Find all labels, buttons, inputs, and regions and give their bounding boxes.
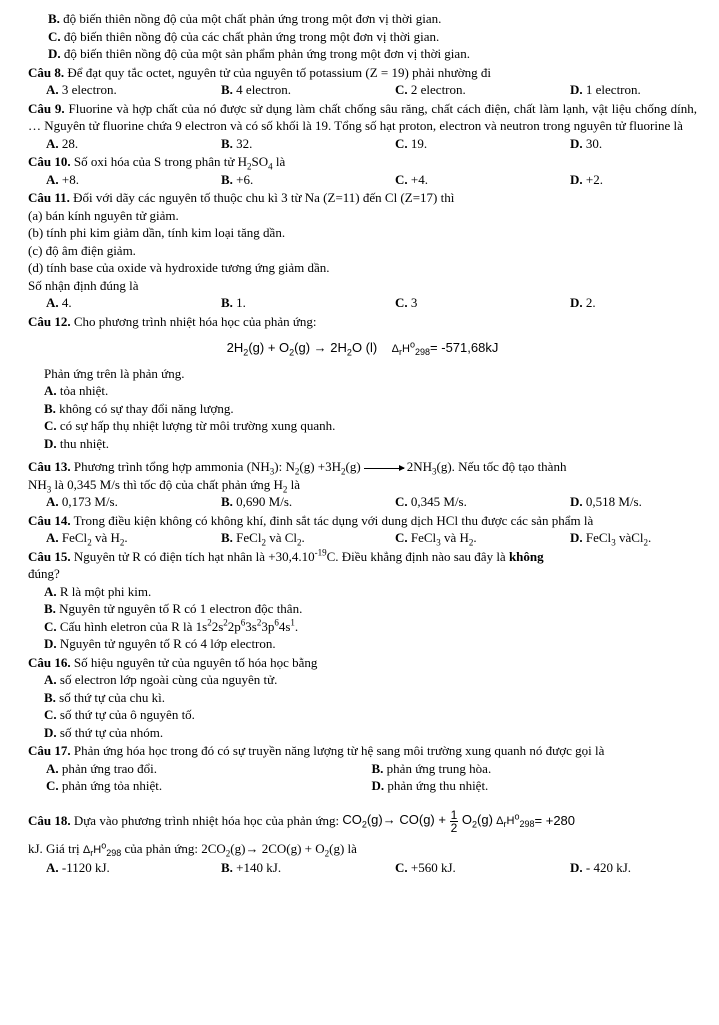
delta-h-symbol: $\Delta_rH^o_{298}$ [391,339,431,358]
question-12-option-c: C. có sự hấp thụ nhiệt lượng từ môi trường xung quanh. [44,418,336,433]
question-18-options: A. -1120 kJ. B. +140 kJ. C. +560 kJ. D. - 420 kJ. [46,860,632,875]
question-14: Câu 14. Trong điều kiện không có không khí, đinh sắt tác dụng với dung dịch HCl thu được các sản phẩm là [28,512,594,528]
question-15-option-c: C. Cấu hình eletron của R là $1s^22s^22p^63s^23p^64s^1$. [44,617,299,634]
question-16-option-c: C. số thứ tự của ô nguyên tố. [44,707,195,722]
delta-h-symbol: $\Delta_rH^o_{298}$ [82,839,122,858]
question-12-option-a: A. tỏa nhiệt. [44,383,109,398]
question-10: Câu 10. Số oxi hóa của S trong phân tử $H_2SO_4$ là [28,154,286,172]
question-12-stem2: Phản ứng trên là phản ứng. [44,365,185,381]
question-13-line2: $NH_3$ là 0,345 M/s thì tốc độ của chất phản ứng $H_2$ là [28,476,301,495]
question-12: Câu 12. Cho phương trình nhiệt hóa học của phản ứng: [28,313,317,329]
question-15-tail: đúng? [28,566,60,581]
question-13-options: A. 0,173 M/s. B. 0,690 M/s. C. 0,345 M/s. D. 0,518 M/s. [46,494,642,509]
question-18: Câu 18. Dựa vào phương trình nhiệt hóa học của phản ứng: $CO_2(g)\to CO(g)$ + $\frac{1}{2}$ $O_2(g)$ $\Delta_rH^o_{298}= +280$ [28,807,576,835]
question-15-option-d: D. Nguyên tử nguyên tố R có 4 lớp electron. [44,636,276,651]
question-12-equation: $2H_2(g) + O_2(g) \to 2H_2O$ (l) $\Delta_rH^o_{298}= -571,68kJ$ [226,339,499,358]
question-16-option-b: B. số thứ tự của chu kì. [44,689,165,705]
question-11: Câu 11. Đối với dãy các nguyên tố thuộc chu kì 3 từ Na (Z=11) đến Cl (Z=17) thì [28,190,455,205]
question-17-options-row1: A. phản ứng trao đổi. B. phản ứng trung hòa. [46,760,492,776]
question-9-options: A. 28. B. 32. C. 19. D. 30. [46,135,603,151]
question-11-item-c: (c) độ âm điện giảm. [28,242,136,258]
question-11-tail: Số nhận định đúng là [28,277,139,293]
question-16: Câu 16. Số hiệu nguyên tử của nguyên tố hóa học bằng [28,654,318,670]
question-14-options: A. FeCl$_2$ và $H_2$. B. FeCl$_2$ và $Cl_2$. C. FeCl$_3$ và $H_2$. D. FeCl$_3$ vàCl$_2$. [46,530,652,548]
question-17: Câu 17. Phản ứng hóa học trong đó có sự truyền năng lượng từ hệ sang môi trường xung quanh nó được gọi là [28,743,605,758]
question-15-option-a: A. R là một phi kim. [44,583,152,599]
question-16-option-d: D. số thứ tự của nhóm. [44,724,164,740]
question-11-item-a: (a) bán kính nguyên tử giảm. [28,207,179,223]
delta-h-symbol: $\Delta_rH^o_{298}$ [496,811,535,830]
question-10-options: A. +8. B. +6. C. +4. D. +2. [46,171,603,187]
question-8-options: A. 3 electron. B. 4 electron. C. 2 electron. D. 1 electron. [46,82,641,97]
question-15: Câu 15. Nguyên tử R có điện tích hạt nhân là $+30,4.10^{-19}C$. Điều khẳng định nào sau đây là không [28,547,544,564]
reaction-arrow-icon [364,468,404,469]
top-option-b: B. độ biến thiên nồng độ của một chất phản ứng trong một đơn vị thời gian. [48,11,442,26]
question-11-item-b: (b) tính phi kim giảm dần, tính kim loại tăng dần. [28,225,286,240]
question-12-option-b: B. không có sự thay đổi năng lượng. [44,400,234,416]
question-13: Câu 13. Phương trình tổng hợp ammonia $(NH_3)$: $N_2(g) +3H_2(g)$ $2NH_3(g)$. Nếu tốc độ tạo thành [28,459,567,477]
top-option-d: D. độ biến thiên nồng độ của một sản phẩm phản ứng trong một đơn vị thời gian. [48,46,470,61]
question-18-line2: kJ. Giá trị $\Delta_rH^o_{298}$ của phản ứng: $2CO_2(g)\to 2CO(g) + O_2(g)$ là [28,839,357,859]
question-17-options-row2: C. phản ứng tỏa nhiệt. D. phản ứng thu nhiệt. [46,778,489,793]
question-8: Câu 8. Để đạt quy tắc octet, nguyên tử của nguyên tố potassium (Z = 19) phải nhường đi [28,64,491,80]
question-11-options: A. 4. B. 1. C. 3 D. 2. [46,295,596,310]
top-option-c: C. độ biến thiên nồng độ của các chất phản ứng trong một đơn vị thời gian. [48,28,440,44]
fraction-one-half: $\frac{1}{2}$ [450,807,458,835]
question-9: Câu 9. Fluorine và hợp chất của nó được sử dụng làm chất chống sâu răng, chất cách điện, chất làm lạnh, vật liệu chống dính, … Nguyên tử fluorine chứa 9 electron và có số khối là 19. Tổng số hạt proton, electron và neutron trong nguyên tử fluorine là [28,100,697,133]
question-12-option-d: D. thu nhiệt. [44,435,109,451]
question-11-item-d: (d) tính base của oxide và hydroxide tương ứng giảm dần. [28,260,330,275]
question-15-option-b: B. Nguyên tử nguyên tố R có 1 electron độc thân. [44,601,303,616]
question-16-option-a: A. số electron lớp ngoài cùng của nguyên tử. [44,672,278,687]
